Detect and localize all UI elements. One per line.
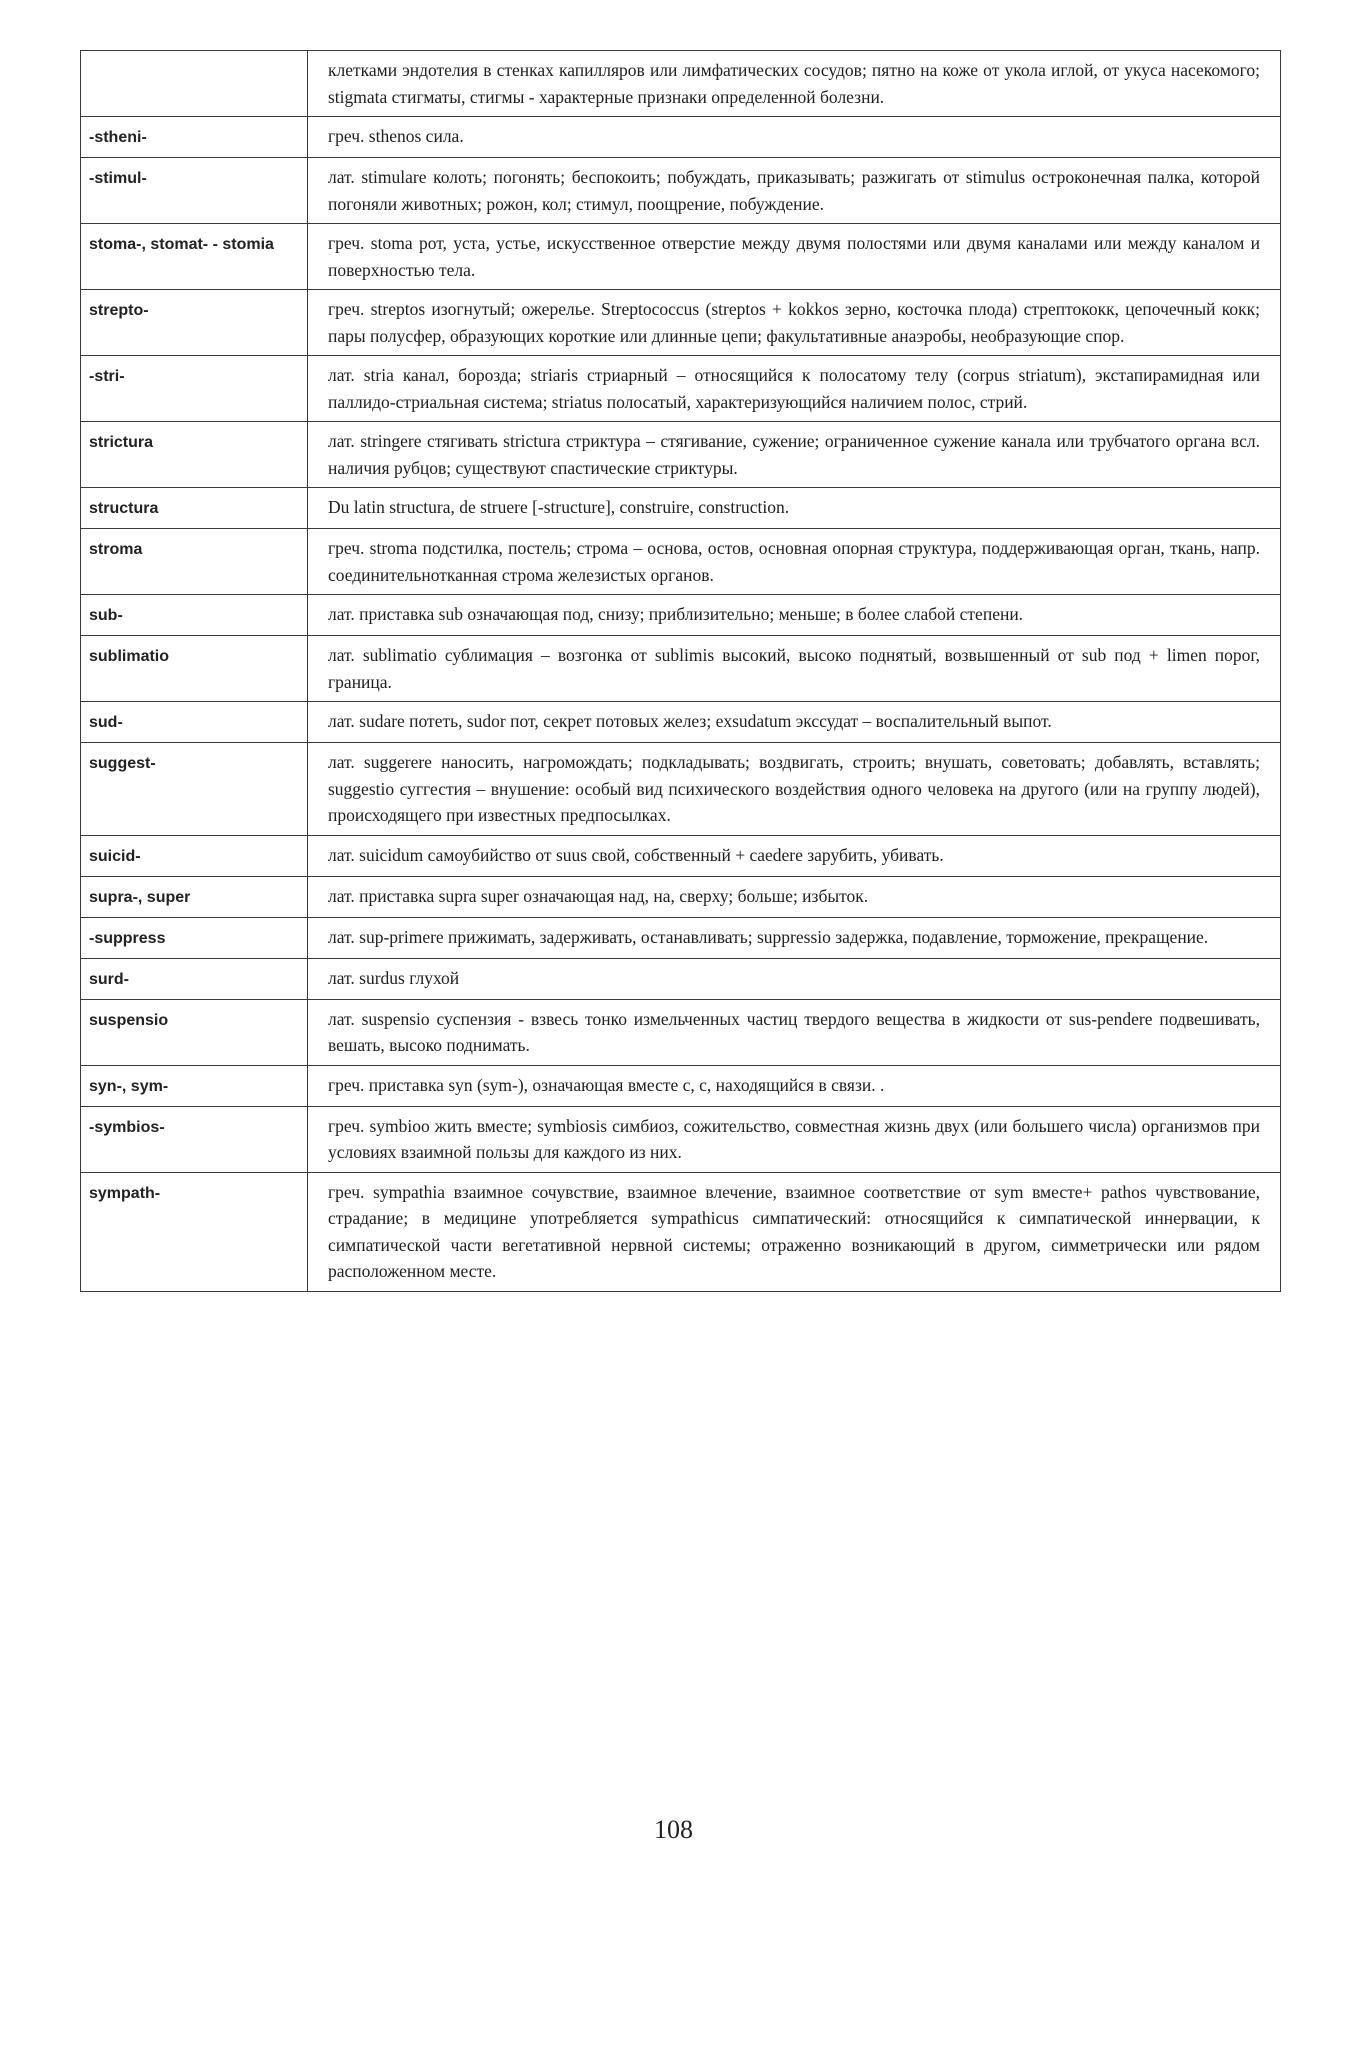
- glossary-row: [81, 51, 1281, 117]
- glossary-row: [81, 224, 1281, 290]
- glossary-row: [81, 702, 1281, 743]
- glossary-term: supra-, super: [89, 888, 191, 906]
- glossary-row: [81, 999, 1281, 1065]
- definition-cell: [308, 917, 1281, 958]
- glossary-definition: лат. приставка supra super означающая над, на, сверху; больше; избыток.: [328, 885, 869, 906]
- glossary-definition: лат. stria канал, борозда; striaris стриарный – относящийся к полосатому телу (corpus striatum), экстапирамидная или паллидо-стриальная система; striatus полосатый, характеризующийся наличием полос, стрий.: [328, 365, 1260, 412]
- term-cell: [81, 743, 308, 836]
- glossary-term: sympath-: [89, 1184, 161, 1202]
- term-cell: [81, 422, 308, 488]
- definition-cell: [308, 529, 1281, 595]
- definition-cell: [308, 224, 1281, 290]
- definition-cell: [308, 999, 1281, 1065]
- term-cell: [81, 529, 308, 595]
- definition-cell: [308, 488, 1281, 529]
- glossary-definition: Du latin structura, de struere [-structure], construire, construction.: [328, 497, 790, 517]
- glossary-term: suggest-: [89, 755, 156, 772]
- term-cell: [81, 595, 308, 636]
- glossary-term: -stimul-: [89, 170, 147, 187]
- definition-cell: [308, 1106, 1281, 1172]
- glossary-definition: лат. suggerere наносить, нагромождать; подкладывать; воздвигать, строить; внушать, советовать; добавлять, вставлять; suggestio суггестия – внушение: особый вид психического воздействия одного человека на другого (или на группу людей), происходящего при известных предпосылках.: [328, 752, 1260, 825]
- glossary-definition: лат. sublimatio сублимация – возгонка от sublimis высокий, высоко поднятый, возвышенный от sub под + limen порог, граница.: [328, 645, 1260, 692]
- term-cell: [81, 999, 308, 1065]
- glossary-definition: лат. surdus глухой: [328, 967, 460, 988]
- definition-cell: [308, 636, 1281, 702]
- glossary-row: [81, 595, 1281, 636]
- glossary-row: [81, 835, 1281, 876]
- term-cell: [81, 958, 308, 999]
- glossary-definition: лат. sudare потеть, sudor пот, секрет потовых желез; exsudatum экссудат – воспалительный выпот.: [328, 711, 1052, 731]
- term-cell: [81, 356, 308, 422]
- definition-cell: [308, 835, 1281, 876]
- definition-cell: [308, 743, 1281, 836]
- term-cell: [81, 835, 308, 876]
- glossary-definition: греч. stroma подстилка, постель; строма – основа, остов, основная опорная структура, поддерживающая орган, ткань, напр. соединительнотканная строма железистых органов.: [328, 538, 1260, 585]
- glossary-term: suspensio: [89, 1011, 169, 1029]
- glossary-term: suicid-: [89, 847, 141, 865]
- term-cell: [81, 290, 308, 356]
- term-cell: [81, 876, 308, 917]
- glossary-definition: греч. streptos изогнутый; ожерелье. Streptococcus (streptos + kokkos зерно, косточка плода) стрептококк, цепочечный кокк; пары полусфер, образующих короткие или длинные цепи; факультативные анаэробы, необразующие спор.: [328, 299, 1260, 346]
- definition-cell: [308, 117, 1281, 158]
- glossary-definition: лат. stringere стягивать strictura стриктура – стягивание, сужение; ограниченное сужение канала или трубчатого органа вcл. наличия рубцов; существуют спастические стриктуры.: [328, 431, 1260, 478]
- glossary-row: [81, 117, 1281, 158]
- glossary-row: [81, 876, 1281, 917]
- glossary-table: [80, 50, 1281, 1292]
- definition-cell: [308, 958, 1281, 999]
- definition-cell: [308, 876, 1281, 917]
- term-cell: [81, 917, 308, 958]
- glossary-definition: лат. stimulare колоть; погонять; беспокоить; побуждать, приказывать; разжигать от stimulus остроконечная палка, которой погоняли животных; рожон, кол; стимул, поощрение, побуждение.: [328, 167, 1260, 214]
- definition-cell: [308, 51, 1281, 117]
- glossary-page: [80, 50, 1278, 1292]
- glossary-row: [81, 636, 1281, 702]
- definition-cell: [308, 422, 1281, 488]
- glossary-term: strepto-: [89, 302, 149, 319]
- glossary-row: [81, 158, 1281, 224]
- glossary-definition: лат. приставка sub означающая под, снизу; приблизительно; меньше; в более слабой степени.: [328, 604, 1024, 624]
- term-cell: [81, 636, 308, 702]
- glossary-table-body: [81, 51, 1281, 1292]
- glossary-definition: греч. symbioo жить вместе; symbiosis симбиоз, сожительство, совместная жизнь двух (или большего числа) организмов при условиях взаимной пользы для каждого из них.: [328, 1115, 1260, 1162]
- definition-cell: [308, 290, 1281, 356]
- glossary-term: stroma: [89, 541, 143, 558]
- definition-cell: [308, 158, 1281, 224]
- glossary-row: [81, 958, 1281, 999]
- term-cell: [81, 488, 308, 529]
- glossary-definition: лат. suspensio суспензия - взвесь тонко измельченных частиц твердого вещества в жидкости от sus-pendere подвешивать, вешать, высоко поднимать.: [328, 1008, 1260, 1055]
- glossary-row: [81, 917, 1281, 958]
- definition-cell: [308, 595, 1281, 636]
- glossary-definition: греч. stoma рот, уста, устье, искусственное отверстие между двумя полостями или двумя каналами или между каналом и поверхностью тела.: [328, 233, 1260, 280]
- glossary-term: sub-: [89, 607, 123, 624]
- glossary-definition: клетками эндотелия в стенках капилляров или лимфатических сосудов; пятно на коже от укола иглой, от укуса насекомого; stigmata стигматы, стигмы - характерные признаки определенной болезни.: [328, 60, 1260, 107]
- page-number: 108: [654, 1815, 693, 1844]
- glossary-term: -stri-: [89, 368, 125, 385]
- glossary-term: sublimatio: [89, 648, 170, 665]
- term-cell: [81, 117, 308, 158]
- term-cell: [81, 1065, 308, 1106]
- term-cell: [81, 1106, 308, 1172]
- glossary-definition: греч. sympathia взаимное сочувствие, взаимное влечение, взаимное соответствие от sym вместе+ pathos чувствование, страдание; в медицине употребляется sympathicus симпатический: относящийся к симпатической иннервации, к симпатической части вегетативной нервной системы; отраженно возникающий в другом, симметрически или рядом расположенном месте.: [328, 1181, 1260, 1281]
- glossary-term: stoma-, stomat- - stomia: [89, 236, 274, 253]
- glossary-row: [81, 290, 1281, 356]
- definition-cell: [308, 1172, 1281, 1291]
- term-cell: [81, 158, 308, 224]
- glossary-row: [81, 356, 1281, 422]
- glossary-row: [81, 1172, 1281, 1291]
- term-cell: [81, 702, 308, 743]
- glossary-term: [81, 51, 307, 65]
- term-cell: [81, 1172, 308, 1291]
- glossary-term: syn-, sym-: [89, 1077, 169, 1095]
- glossary-term: strictura: [89, 434, 154, 451]
- glossary-term: -suppress: [89, 929, 166, 947]
- glossary-row: [81, 1106, 1281, 1172]
- term-cell: [81, 51, 308, 117]
- glossary-definition: греч. sthenos сила.: [328, 126, 464, 146]
- glossary-definition: греч. приставка syn (sym-), означающая вместе с, с, находящийся в связи. .: [328, 1074, 885, 1095]
- glossary-row: [81, 1065, 1281, 1106]
- term-cell: [81, 224, 308, 290]
- glossary-term: sud-: [89, 714, 123, 731]
- glossary-row: [81, 743, 1281, 836]
- glossary-definition: лат. sup-primere прижимать, задерживать, останавливать; suppressio задержка, подавление, торможение, прекращение.: [328, 926, 1209, 947]
- glossary-row: [81, 529, 1281, 595]
- definition-cell: [308, 1065, 1281, 1106]
- definition-cell: [308, 356, 1281, 422]
- glossary-term: -symbios-: [89, 1118, 165, 1136]
- glossary-definition: лат. suicidum самоубийство от suus свой, собственный + caedere зарубить, убивать.: [328, 844, 944, 865]
- glossary-row: [81, 422, 1281, 488]
- glossary-row: [81, 488, 1281, 529]
- glossary-term: surd-: [89, 970, 129, 988]
- glossary-term: structura: [89, 500, 159, 517]
- glossary-term: -stheni-: [89, 129, 147, 146]
- definition-cell: [308, 702, 1281, 743]
